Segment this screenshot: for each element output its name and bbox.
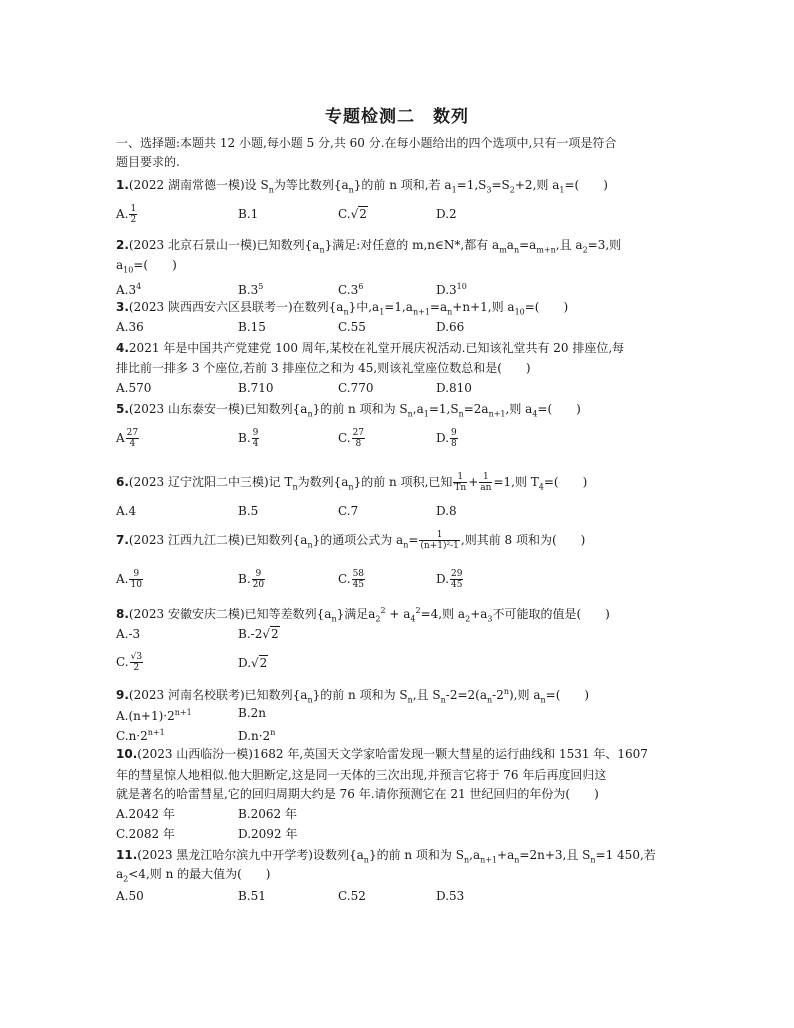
question-5-option-a[interactable]: A $\frac{27}{4}$ [116, 428, 139, 449]
question-9-option-a[interactable]: $A.(n+1)\cdot 2^{n+1}$ [116, 708, 192, 723]
question-11-stem: 11.(2023 黑龙江哈尔滨九中开学考)设数列$\{a_n\}$的前 n 项和为 $S_n,a_{n+1}+a_n=2n+3$,且 $S_n=1$ 450,若 [116, 848, 656, 865]
question-3-option-b[interactable]: B.15 [238, 320, 266, 334]
question-6-stem: 6.(2023 辽宁沈阳二中三模)记 $T_n$为数列$\{a_n\}$的前 n 项积,已知 $\frac{1}{Tn}$ + $\frac{1}{an}$ =1,则 $T_4=$( ) [116, 472, 588, 493]
page-title: 专题检测二 数列 [325, 107, 469, 127]
question-10-stem: 10.(2023 山西临汾一模)1682 年,英国天文学家哈雷发现一颗大彗星的运行曲线和 1531 年、1607 [116, 747, 648, 761]
question-1-option-b[interactable]: B.1 [238, 207, 259, 221]
question-2-option-a[interactable]: $A.3^4$ [116, 282, 142, 297]
question-6-option-c[interactable]: C.7 [338, 504, 359, 518]
question-10-option-b[interactable]: B.2062 年 [238, 807, 297, 821]
question-11-stem-line2: $a_2<4$,则 n 的最大值为( ) [116, 867, 271, 884]
question-11-option-c[interactable]: C.52 [338, 889, 366, 903]
question-7-stem: 7.(2023 江西九江二模)已知数列$\{a_n\}$的通项公式为 $a_n=$ $\frac{1}{\text{(n+1)²-1}}$ ,则其前 8 项和为( ) [116, 530, 586, 551]
question-4-option-d[interactable]: D.810 [436, 381, 472, 395]
question-8-stem: 8.(2023 安徽安庆二模)已知等差数列$\{a_n\}$满足$a_2^2 + a_4^2=4$,则 $a_2+a_3$不可能取的值是( ) [116, 606, 610, 624]
question-5-option-b[interactable]: B. $\frac{9}{4}$ [238, 428, 259, 449]
question-2-option-b[interactable]: $B.3^5$ [238, 282, 264, 297]
question-5-option-d[interactable]: D. $\frac{9}{8}$ [436, 428, 457, 449]
question-8-option-c[interactable]: C. $\frac{√3}{2}$ [116, 652, 143, 673]
section-instructions-line2: 题目要求的. [116, 155, 180, 169]
question-6-option-d[interactable]: D.8 [436, 504, 457, 518]
question-5-stem: 5.(2023 山东泰安一模)已知数列$\{a_n\}$的前 n 项和为 $S_n,a_1=1,S_n=2a_{n+1}$,则 $a_4=$( ) [116, 402, 581, 419]
question-7-option-b[interactable]: B. $\frac{9}{20}$ [238, 569, 265, 590]
question-9-option-c[interactable]: $C.n\cdot 2^{n+1}$ [116, 728, 165, 743]
question-2-option-c[interactable]: $C.3^6$ [338, 282, 364, 297]
question-7-option-d[interactable]: D. $\frac{29}{45}$ [436, 569, 463, 590]
question-8-option-a[interactable]: A.-3 [116, 627, 141, 641]
question-5-option-c[interactable]: C. $\frac{27}{8}$ [338, 428, 365, 449]
question-1-option-a[interactable]: A. $\frac{1}{2}$ [116, 204, 137, 225]
question-9-option-b[interactable]: B.2n [238, 706, 266, 720]
question-4-stem: 4.2021 年是中国共产党建党 100 周年,某校在礼堂开展庆祝活动.已知该礼堂共有 20 排座位,每 [116, 341, 625, 355]
question-11-option-d[interactable]: D.53 [436, 889, 465, 903]
question-1-option-d[interactable]: D.2 [436, 207, 457, 221]
question-2-option-d[interactable]: $D.3^{10}$ [436, 282, 467, 297]
question-6-option-a[interactable]: A.4 [116, 504, 137, 518]
question-4-option-b[interactable]: B.710 [238, 381, 274, 395]
question-7-option-c[interactable]: C. $\frac{58}{45}$ [338, 569, 365, 590]
question-1-number: 1. [116, 178, 129, 192]
question-10-stem-line3: 就是著名的哈雷彗星,它的回归周期大约是 76 年.请你预测它在 21 世纪回归的年份为( ) [116, 787, 599, 801]
question-1-stem: 1.(2022 湖南常德一模)设 $S_n$为等比数列$\{a_n\}$的前 n 项和,若 $a_1=1,S_3=S_2+2$,则 $a_1=$( ) [116, 178, 608, 195]
question-4-stem-line2: 排比前一排多 3 个座位,若前 3 排座位之和为 45,则该礼堂座位数总和是( ) [116, 361, 531, 375]
question-3-option-a[interactable]: A.36 [116, 320, 144, 334]
question-10-stem-line2: 年的彗星惊人地相似.他大胆断定,这是同一天体的三次出现,并预言它将于 76 年后再度回归这 [116, 768, 607, 782]
question-3-option-c[interactable]: C.55 [338, 320, 366, 334]
question-1-option-c[interactable]: C.√2 [338, 207, 367, 221]
question-3-stem: 3.(2023 陕西西安六区县联考一)在数列$\{a_n\}$中$,a_1=1,a_{n+1}=a_n+n+1$,则 $a_{10}=$( ) [116, 300, 569, 317]
question-4-option-c[interactable]: C.770 [338, 381, 374, 395]
question-11-option-b[interactable]: B.51 [238, 889, 266, 903]
question-8-option-b[interactable]: B.-2√2 [238, 627, 279, 641]
question-6-option-b[interactable]: B.5 [238, 504, 259, 518]
question-2-stem-line2: $a_{10}=$( ) [116, 258, 177, 275]
question-7-option-a[interactable]: A. $\frac{9}{10}$ [116, 569, 142, 590]
question-4-option-a[interactable]: A.570 [116, 381, 152, 395]
question-10-option-d[interactable]: D.2092 年 [238, 827, 298, 841]
question-9-stem: 9.(2023 河南名校联考)已知数列$\{a_n\}$的前 n 项和为 $S_n$,且 $S_n-2=2(a_n-2^n)$,则 $a_n=$( ) [116, 687, 590, 705]
question-11-option-a[interactable]: A.50 [116, 889, 144, 903]
question-8-option-d[interactable]: D.√2 [238, 656, 268, 670]
question-9-option-d[interactable]: $D.n\cdot 2^n$ [238, 728, 276, 743]
question-10-option-c[interactable]: C.2082 年 [116, 827, 175, 841]
section-instructions-line1: 一、选择题:本题共 12 小题,每小题 5 分,共 60 分.在每小题给出的四个选项中,只有一项是符合 [116, 136, 617, 150]
question-3-option-d[interactable]: D.66 [436, 320, 465, 334]
question-2-stem: 2.(2023 北京石景山一模)已知数列$\{a_n\}$满足:对任意的 m,n∈N*,都有 $a_ma_n=a_{m+n}$,且 $a_2=3$,则 [116, 238, 622, 255]
question-10-option-a[interactable]: A.2042 年 [116, 807, 175, 821]
